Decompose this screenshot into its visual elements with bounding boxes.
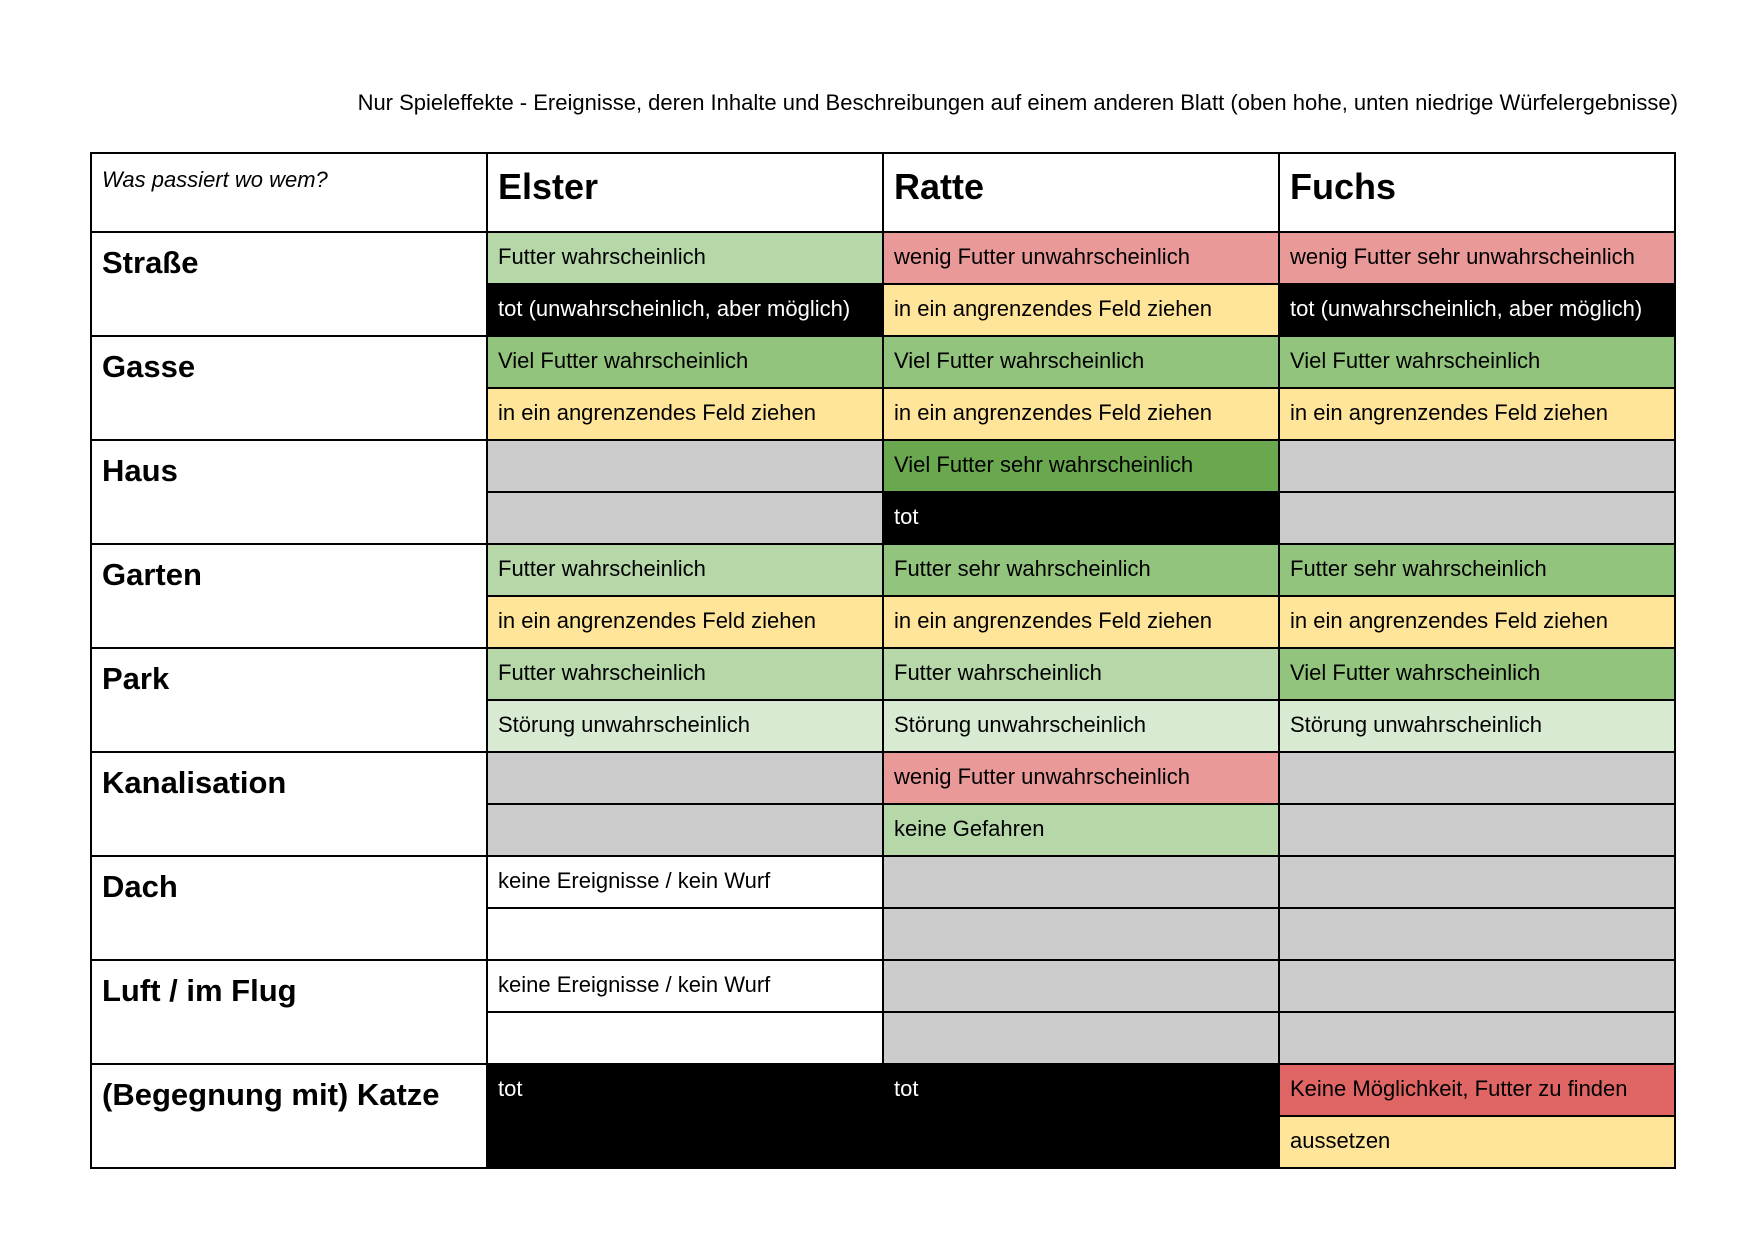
event-cell-ratte: wenig Futter unwahrscheinlich [883,752,1279,804]
event-cell-ratte [883,960,1279,1012]
place-label: Luft / im Flug [91,960,487,1064]
event-cell-fuchs: Viel Futter wahrscheinlich [1279,648,1675,700]
event-cell-fuchs: aussetzen [1279,1116,1675,1168]
table-row [91,752,1675,804]
event-cell-ratte: in ein angrenzendes Feld ziehen [883,388,1279,440]
place-label: (Begegnung mit) Katze [91,1064,487,1168]
event-cell-elster: keine Ereignisse / kein Wurf [487,960,883,1012]
event-cell-elster [487,752,883,804]
event-cell-fuchs [1279,440,1675,492]
event-table [90,152,1676,1169]
place-label: Park [91,648,487,752]
table-body [91,232,1675,1168]
place-label: Garten [91,544,487,648]
event-cell-fuchs: Keine Möglichkeit, Futter zu finden [1279,1064,1675,1116]
event-cell-fuchs: Futter sehr wahrscheinlich [1279,544,1675,596]
event-cell-ratte [883,856,1279,908]
event-cell-ratte: Futter wahrscheinlich [883,648,1279,700]
place-label: Dach [91,856,487,960]
table-row [91,232,1675,284]
place-label: Haus [91,440,487,544]
event-cell-elster: Futter wahrscheinlich [487,648,883,700]
event-cell-fuchs [1279,752,1675,804]
corner-label: Was passiert wo wem? [91,153,487,232]
event-cell-fuchs [1279,1012,1675,1064]
event-cell-fuchs: in ein angrenzendes Feld ziehen [1279,596,1675,648]
place-label: Straße [91,232,487,336]
event-cell-fuchs: tot (unwahrscheinlich, aber möglich) [1279,284,1675,336]
event-cell-fuchs [1279,804,1675,856]
event-cell-elster: keine Ereignisse / kein Wurf [487,856,883,908]
event-cell-ratte: Viel Futter sehr wahrscheinlich [883,440,1279,492]
table-row [91,440,1675,492]
event-cell-fuchs [1279,856,1675,908]
event-cell-fuchs: Viel Futter wahrscheinlich [1279,336,1675,388]
event-cell-elster [487,1012,883,1064]
table-row [91,544,1675,596]
event-cell-ratte: wenig Futter unwahrscheinlich [883,232,1279,284]
event-cell-ratte: Futter sehr wahrscheinlich [883,544,1279,596]
event-cell-fuchs [1279,908,1675,960]
event-cell-elster: in ein angrenzendes Feld ziehen [487,388,883,440]
event-cell-elster: Futter wahrscheinlich [487,544,883,596]
sheet-note: Nur Spieleffekte - Ereignisse, deren Inhalte und Beschreibungen auf einem anderen Blatt (oben hohe, unten niedrige Würfelergebnisse) [357,90,1678,115]
event-cell-elster: tot (unwahrscheinlich, aber möglich) [487,284,883,336]
event-cell-fuchs [1279,492,1675,544]
event-cell-elster [487,492,883,544]
table-row [91,648,1675,700]
event-cell-fuchs [1279,960,1675,1012]
header-row [91,153,1675,232]
animal-header-elster: Elster [487,153,883,232]
place-label: Kanalisation [91,752,487,856]
event-cell-elster: tot [487,1064,883,1168]
event-cell-fuchs: Störung unwahrscheinlich [1279,700,1675,752]
table-row [91,336,1675,388]
event-cell-ratte: tot [883,492,1279,544]
event-cell-ratte: Viel Futter wahrscheinlich [883,336,1279,388]
event-cell-elster: Viel Futter wahrscheinlich [487,336,883,388]
event-cell-fuchs: in ein angrenzendes Feld ziehen [1279,388,1675,440]
event-cell-elster [487,804,883,856]
event-cell-ratte: tot [883,1064,1279,1168]
table-row [91,960,1675,1012]
event-cell-elster [487,908,883,960]
event-cell-fuchs: wenig Futter sehr unwahrscheinlich [1279,232,1675,284]
event-cell-elster: Futter wahrscheinlich [487,232,883,284]
animal-header-ratte: Ratte [883,153,1279,232]
event-cell-ratte [883,908,1279,960]
event-cell-elster: in ein angrenzendes Feld ziehen [487,596,883,648]
event-cell-ratte: in ein angrenzendes Feld ziehen [883,596,1279,648]
event-cell-ratte: keine Gefahren [883,804,1279,856]
place-label: Gasse [91,336,487,440]
table-row [91,1064,1675,1116]
event-cell-elster: Störung unwahrscheinlich [487,700,883,752]
table-row [91,856,1675,908]
animal-header-fuchs: Fuchs [1279,153,1675,232]
event-cell-elster [487,440,883,492]
event-cell-ratte: in ein angrenzendes Feld ziehen [883,284,1279,336]
event-cell-ratte [883,1012,1279,1064]
event-cell-ratte: Störung unwahrscheinlich [883,700,1279,752]
